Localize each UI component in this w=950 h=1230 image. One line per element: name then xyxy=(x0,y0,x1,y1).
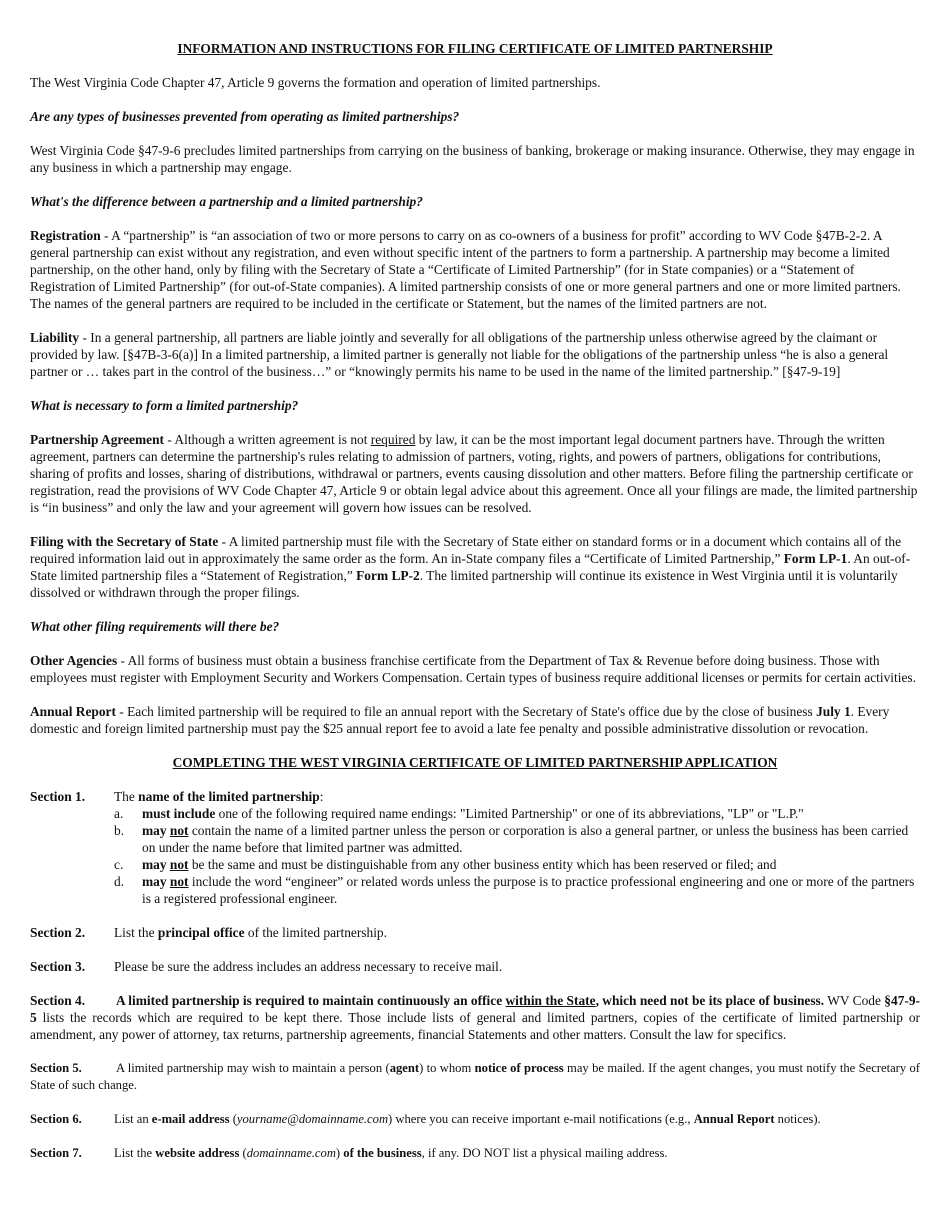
item-c-rest: be the same and must be distinguishable from any other business entity which has been reserved or filed; and xyxy=(188,857,777,872)
s7-website-example: domainname.com xyxy=(246,1146,336,1160)
item-c-bold: may xyxy=(142,857,170,872)
question-business-types: Are any types of businesses prevented from operating as limited partnerships? xyxy=(30,109,460,124)
agencies-label: Other Agencies xyxy=(30,653,118,668)
section-5-label: Section 5. xyxy=(30,1061,82,1075)
s5-text-a: A limited partnership may wish to maintain a person ( xyxy=(116,1061,390,1075)
annual-date: July 1 xyxy=(816,704,851,719)
section-4 xyxy=(30,992,920,1043)
item-c-letter: c. xyxy=(114,857,124,872)
section-2-label: Section 2. xyxy=(30,925,86,940)
section-4-label: Section 4. xyxy=(30,993,86,1008)
section-7 xyxy=(30,1145,920,1162)
item-b-text xyxy=(142,822,920,856)
section-1-item-d xyxy=(114,873,920,907)
registration-label: Registration xyxy=(30,228,101,243)
section-1-item-a xyxy=(114,805,920,822)
item-a-bold: must include xyxy=(142,806,216,821)
s6-email: e-mail address xyxy=(151,1112,230,1126)
section-1-item-b xyxy=(114,822,920,856)
s4-code-ref: §47-9-5 xyxy=(30,993,920,1025)
s5-text-c: may be mailed. If the agent changes, you must notify the Secretary of State of such change. xyxy=(30,1061,921,1092)
s6-annual-report: Annual Report xyxy=(693,1112,775,1126)
question-other-filings: What other filing requirements will there be? xyxy=(30,619,280,634)
s2-text-a: List the xyxy=(114,925,158,940)
section-6-label: Section 6. xyxy=(30,1112,82,1126)
s6-text-d: notices). xyxy=(774,1112,821,1126)
s7-text-a: List the xyxy=(114,1146,156,1160)
item-d-not: not xyxy=(169,874,189,889)
annual-report-paragraph xyxy=(30,703,920,737)
section-2 xyxy=(30,924,920,941)
s4-bold-b: , which need not be its place of business. xyxy=(595,993,825,1008)
annual-label: Annual Report xyxy=(30,704,116,719)
item-a-text xyxy=(142,805,920,822)
agreement-paragraph xyxy=(30,431,920,516)
intro-paragraph: The West Virginia Code Chapter 47, Article 9 governs the formation and operation of limited partnerships. xyxy=(30,75,601,90)
s5-agent: agent xyxy=(389,1061,420,1075)
s7-text-c: ) xyxy=(335,1146,344,1160)
section-5 xyxy=(30,1060,920,1094)
agreement-text-b: by law, it can be the most important legal document partners have. Through the written agreement, partners can determine the partnership's rules relating to admission of partners, voting, rights, and powers of partners, obligations for contributions, sharing of profits and losses, sharing of distributions, withdrawal or partners, events causing dissolution and other matters. Before filing the partnership certificate or registration, read the provisions of WV Code Chapter 47, Article 9 or obtain legal advice about this agreement. Once all your filings are made, the limited partnership is “in business” and only the law and your agreement will govern how issues can be resolved. xyxy=(30,432,918,515)
page-title: INFORMATION AND INSTRUCTIONS FOR FILING CERTIFICATE OF LIMITED PARTNERSHIP xyxy=(177,41,773,56)
section-1-intro xyxy=(114,788,920,805)
section-7-label: Section 7. xyxy=(30,1146,82,1160)
section-6 xyxy=(30,1111,920,1128)
s7-text-b: ( xyxy=(239,1146,247,1160)
s5-notice: notice of process xyxy=(474,1061,564,1075)
s6-text-a: List an xyxy=(114,1112,152,1126)
annual-text-a: - Each limited partnership will be required to file an annual report with the Secretary of State's office due by the close of business xyxy=(115,704,817,719)
item-a-letter: a. xyxy=(114,806,124,821)
question-formation: What is necessary to form a limited partnership? xyxy=(30,398,299,413)
section-title-completing: COMPLETING THE WEST VIRGINIA CERTIFICATE OF LIMITED PARTNERSHIP APPLICATION xyxy=(172,755,778,770)
item-d-text xyxy=(142,873,920,907)
liability-paragraph xyxy=(30,329,920,380)
item-b-bold: may xyxy=(142,823,170,838)
section-1 xyxy=(30,788,920,805)
s2-text-b: of the limited partnership. xyxy=(244,925,387,940)
item-b-letter: b. xyxy=(114,823,125,838)
registration-text: - A “partnership” is “an association of two or more persons to carry on as co-owners of a business for profit” according to WV Code §47B-2-2. A general partnership can exist without any registration, and even without specific intent of the partners to form a partnership. A partnership may become a limited partnership, on the other hand, only by filing with the Secretary of State a “Certificate of Limited Partnership” (for in State companies) or a “Statement of Registration of Limited Partnership” (for out-of-State companies). A limited partnership consists of one or more general partners and one or more limited partners. The names of the general partners are required to be included in the certificate or Statement, but the names of the limited partners are not. xyxy=(30,228,901,311)
agreement-required: required xyxy=(370,432,416,447)
s1-bold: name of the limited partnership xyxy=(138,789,320,804)
item-b-not: not xyxy=(169,823,189,838)
section-1-item-c xyxy=(114,856,920,873)
form-lp2: Form LP-2 xyxy=(356,568,420,583)
item-c-not: not xyxy=(169,857,189,872)
liability-label: Liability xyxy=(30,330,80,345)
s6-text-c: ) where you can receive important e-mail notifications (e.g., xyxy=(388,1112,694,1126)
filing-label: Filing with the Secretary of State xyxy=(30,534,219,549)
filing-paragraph xyxy=(30,533,920,601)
s2-bold: principal office xyxy=(157,925,245,940)
item-d-rest: include the word “engineer” or related words unless the purpose is to practice professional engineering and one or more of the partners is a registered professional engineer. xyxy=(142,874,915,906)
agencies-text: - All forms of business must obtain a business franchise certificate from the Department of Tax & Revenue before doing business. Those with employees must register with Employment Security and Workers Compensation. Certain types of business require additional licenses or permits for certain activities. xyxy=(30,653,916,685)
item-d-bold: may xyxy=(142,874,170,889)
s5-text-b: ) to whom xyxy=(419,1061,475,1075)
section-2-text xyxy=(114,924,920,941)
filing-text-c: . The limited partnership will continue its existence in West Virginia until it is voluntarily dissolved or withdrawn through the proper filings. xyxy=(30,568,898,600)
s6-email-example: yourname@domainname.com xyxy=(236,1112,389,1126)
s1-text-a: The xyxy=(114,789,139,804)
agreement-label: Partnership Agreement xyxy=(30,432,165,447)
item-a-rest: one of the following required name endings: "Limited Partnership" or one of its abbreviations, "LP" or "L.P." xyxy=(215,806,804,821)
section-3 xyxy=(30,958,920,975)
s7-text-d: , if any. DO NOT list a physical mailing address. xyxy=(421,1146,668,1160)
s4-within-state: within the State xyxy=(505,993,596,1008)
question-difference: What's the difference between a partnership and a limited partnership? xyxy=(30,194,423,209)
form-lp1: Form LP-1 xyxy=(783,551,848,566)
registration-paragraph xyxy=(30,227,920,312)
item-b-rest: contain the name of a limited partner unless the person or corporation is also a general partner, or unless the business has been carried on under the name before that limited partner was admitted. xyxy=(142,823,909,855)
agreement-text-a: - Although a written agreement is not xyxy=(164,432,371,447)
s4-bold-a: A limited partnership is required to maintain continuously an office xyxy=(116,993,506,1008)
section-1-label: Section 1. xyxy=(30,789,86,804)
s7-of-business: of the business xyxy=(343,1146,422,1160)
filing-text-b: . An out-of-State limited partnership files a “Statement of Registration,” xyxy=(30,551,911,583)
item-c-text xyxy=(142,856,920,873)
s4-text-a: WV Code xyxy=(824,993,885,1008)
filing-text-a: - A limited partnership must file with the Secretary of State either on standard forms or in a document which contains all of the required information laid out in approximately the same order as the form. An in-State company files a “Certificate of Limited Partnership,” xyxy=(30,534,902,566)
liability-text: - In a general partnership, all partners are liable jointly and severally for all obligations of the partnership unless otherwise agreed by the claimant or provided by law. [§47B-3-6(a)] In a limited partnership, a limited partner is generally not liable for the obligations of the partnership unless “he is also a general partner or … takes part in the control of the business…” or “knowingly permits his name to be used in the name of the limited partnership.” [§47-9-19] xyxy=(30,330,889,379)
s6-text-b: ( xyxy=(229,1112,237,1126)
document-page xyxy=(30,40,920,1162)
section-3-text: Please be sure the address includes an address necessary to receive mail. xyxy=(114,959,503,974)
s4-text-b: lists the records which are required to be kept there. Those include lists of general and limited partners, copies of the certificate of limited partnership or amendment, any power of attorney, tax returns, partnership agreements, financial Statements and other matters. Consult the law for specifics. xyxy=(30,1010,920,1042)
s7-website: website address xyxy=(155,1146,240,1160)
agencies-paragraph xyxy=(30,652,920,686)
s1-text-b: : xyxy=(319,789,324,804)
answer-business-types: West Virginia Code §47-9-6 precludes limited partnerships from carrying on the business of banking, brokerage or making insurance. Otherwise, they may engage in any business in which a partnership may engage. xyxy=(30,143,915,175)
annual-text-b: . Every domestic and foreign limited partnership must pay the $25 annual report fee to avoid a late fee penalty and possible administrative dissolution or revocation. xyxy=(30,704,890,736)
item-d-letter: d. xyxy=(114,874,125,889)
section-3-label: Section 3. xyxy=(30,959,86,974)
